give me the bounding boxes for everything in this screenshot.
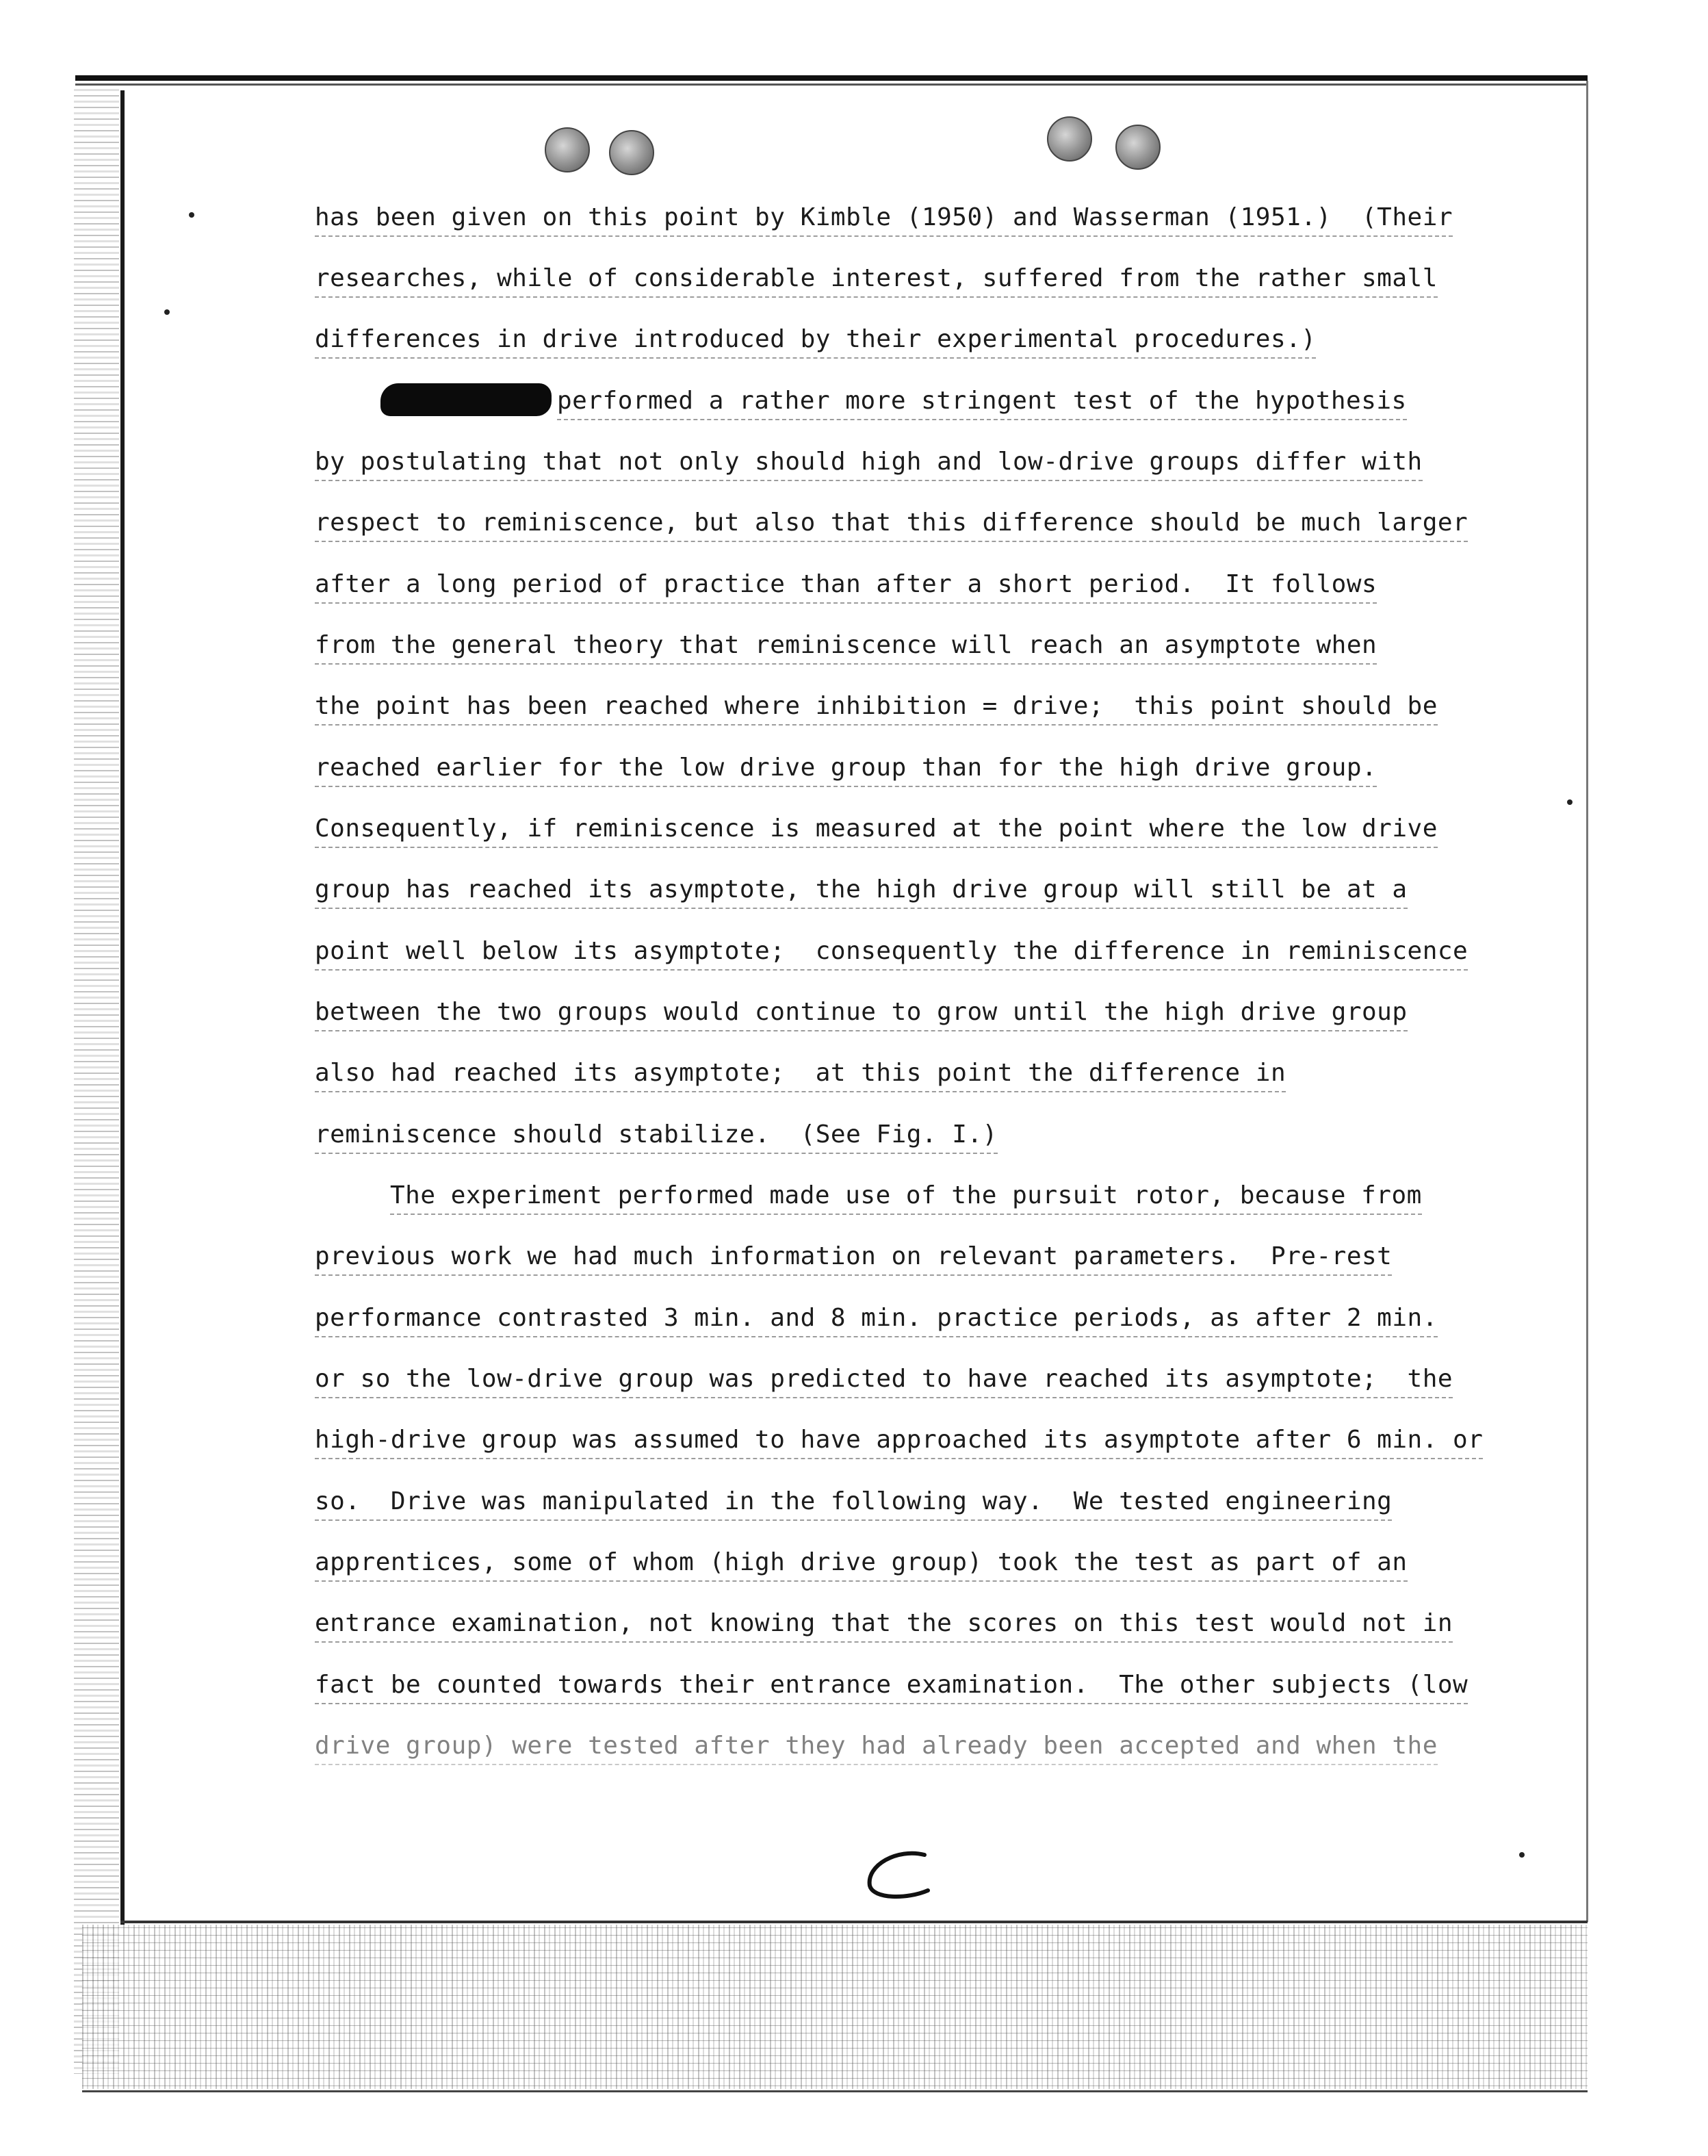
redacted-author-name	[380, 383, 552, 416]
text-line: entrance examination, not knowing that the scores on this test would not in	[315, 1608, 1453, 1643]
text-line: from the general theory that reminiscence will reach an asymptote when	[315, 630, 1377, 665]
bottom-border	[120, 1921, 1588, 1923]
text-line: also had reached its asymptote; at this point the difference in	[315, 1058, 1286, 1092]
text-line: Consequently, if reminiscence is measured at the point where the low drive	[315, 814, 1438, 848]
text-line: previous work we had much information on relevant parameters. Pre-rest	[315, 1242, 1392, 1276]
punch-hole-icon	[609, 130, 654, 175]
text-line: The experiment performed made use of the pursuit rotor, because from	[390, 1181, 1422, 1215]
text-line: reached earlier for the low drive group than for the high drive group.	[315, 753, 1377, 787]
text-line: respect to reminiscence, but also that this difference should be much larger	[315, 508, 1468, 542]
text-line: reminiscence should stabilize. (See Fig. I.)	[315, 1120, 998, 1154]
text-line: high-drive group was assumed to have approached its asymptote after 6 min. or	[315, 1425, 1483, 1459]
text-line: by postulating that not only should high and low-drive groups differ with	[315, 447, 1423, 481]
text-line: has been given on this point by Kimble (1950) and Wasserman (1951.) (Their	[315, 203, 1453, 237]
top-border-inner	[75, 84, 1588, 86]
text-line: researches, while of considerable interest, suffered from the rather small	[315, 264, 1438, 298]
text-line: between the two groups would continue to grow until the high drive group	[315, 997, 1408, 1031]
scan-speck	[164, 309, 170, 315]
handwritten-mark	[859, 1848, 942, 1903]
left-border	[120, 90, 125, 1925]
text-line: performance contrasted 3 min. and 8 min. practice periods, as after 2 min.	[315, 1303, 1438, 1337]
scan-speck	[1519, 1852, 1525, 1858]
text-line: group has reached its asymptote, the high drive group will still be at a	[315, 875, 1408, 909]
text-line: after a long period of practice than after a short period. It follows	[315, 569, 1377, 604]
scan-speck	[1567, 799, 1573, 805]
page-bottom-edge	[82, 2090, 1588, 2092]
punch-hole-icon	[1115, 125, 1161, 170]
text-line: so. Drive was manipulated in the following way. We tested engineering	[315, 1487, 1392, 1521]
text-line: differences in drive introduced by their experimental procedures.)	[315, 324, 1316, 359]
scan-noise-bottom	[82, 1925, 1588, 2089]
text-line: the point has been reached where inhibition = drive; this point should be	[315, 691, 1438, 726]
text-line: performed a rather more stringent test of the hypothesis	[557, 386, 1407, 420]
text-line: fact be counted towards their entrance examination. The other subjects (low	[315, 1670, 1468, 1704]
scan-noise-left-margin	[74, 89, 119, 2074]
top-border	[75, 75, 1588, 81]
punch-hole-icon	[545, 127, 590, 172]
text-line: apprentices, some of whom (high drive group) took the test as part of an	[315, 1548, 1408, 1582]
text-line: point well below its asymptote; consequently the difference in reminiscence	[315, 936, 1468, 971]
right-border	[1586, 81, 1588, 1922]
punch-hole-icon	[1047, 116, 1092, 162]
text-line-cut-off: drive group) were tested after they had already been accepted and when the	[315, 1731, 1438, 1765]
text-line: or so the low-drive group was predicted to have reached its asymptote; the	[315, 1364, 1453, 1398]
scan-speck	[189, 212, 194, 218]
